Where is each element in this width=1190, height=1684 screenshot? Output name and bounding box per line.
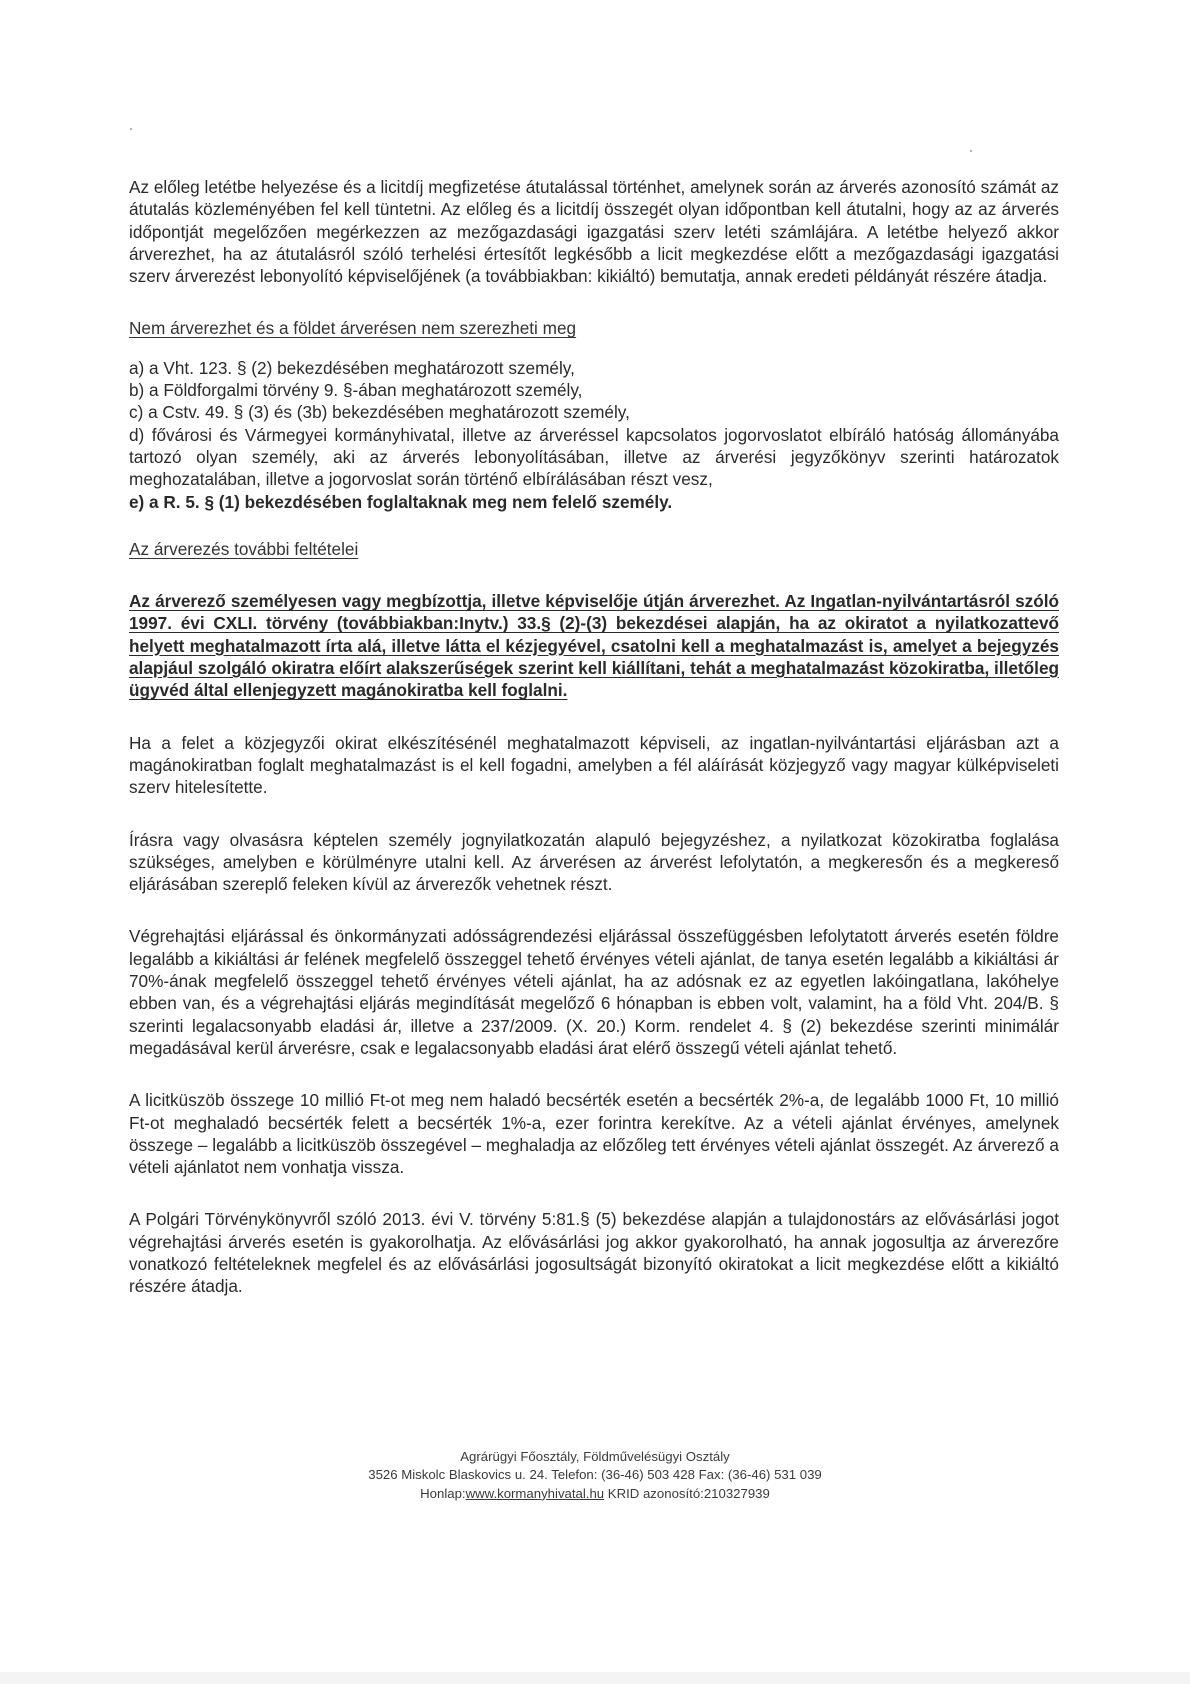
list-item: d) fővárosi és Vármegyei kormányhivatal, illetve az árveréssel kapcsolatos jogorvoslatot elbíráló hatóság állományába tartozó olyan személy, aki az árverés lebonyolításában, illetve az árverési jegyzőkönyv szerinti határozatok meghozatalában, illetve a jogorvoslat során történő elbírálásában részt vesz,: [129, 424, 1059, 490]
paragraph-enforcement: Végrehajtási eljárással és önkormányzati adósságrendezési eljárással összefüggésben lefolytatott árverés esetén földre legalább a kikiáltási ár felének megfelelő összeggel tehető érvényes vételi ajánlat, de tanya esetén legalább a kikiáltási ár 70%-ának megfelelő összeggel tehető érvényes vételi ajánlat, ha az adósnak ez az egyetlen lakóingatlana, lakóhelye ebben van, és a végrehajtási eljárás megindítását megelőző 6 hónapban is ebben volt, valamint, ha a föld Vht. 204/B. § szerinti legalacsonyabb eladási ár, illetve a 237/2009. (X. 20.) Korm. rendelet 4. § (2) bekezdése szerinti minimálár megadásával kerül árverésre, csak e legalacsonyabb eladási árat elérő összegű vételi ajánlat tehető.: [129, 926, 1059, 1058]
footer-address: 3526 Miskolc Blaskovics u. 24. Telefon: (36-46) 503 428 Fax: (36-46) 531 039: [368, 1467, 822, 1483]
paragraph-deposit: Az előleg letétbe helyezése és a licitdíj megfizetése átutalással történhet, amelynek során az árverés azonosító számát az átutalás közleményében fel kell tüntetni. Az előleg és a licitdíj összegét olyan időpontban kell átutalni, hogy az az árverés időpontját megelőzően megérkezzen az mezőgazdasági igazgatási szerv letéti számlájára. A letétbe helyező akkor árverezhet, ha az átutalásról szóló terhelési értesítőt legkésőbb a licit megkezdése előtt a mezőgazdasági igazgatási szerv árverezést lebonyolító képviselőjének (a továbbiakban: kikiáltó) bemutatja, annak eredeti példányát részére átadja.: [129, 177, 1059, 287]
footer-krid: KRID azonosító:210327939: [604, 1485, 770, 1501]
page-footer: [0, 1448, 1190, 1503]
scan-bottom-edge: [0, 1672, 1190, 1684]
paragraph-threshold: A licitküszöb összege 10 millió Ft-ot meg nem haladó becsérték esetén a becsérték 2%-a, de legalább 1000 Ft, 10 millió Ft-ot meghaladó becsérték felett a becsérték 1%-a, ezer forintra kerekítve. Az a vételi ajánlat érvényes, amelynek összege – legalább a licitküszöb összegével – meghaladja az előzőleg tett érvényes vételi ajánlat összegét. Az árverező a vételi ajánlatot nem vonhatja vissza.: [129, 1090, 1059, 1178]
homepage-link[interactable]: www.kormanyhivatal.hu: [465, 1485, 605, 1501]
list-item: a) a Vht. 123. § (2) bekezdésében meghatározott személy,: [129, 357, 575, 378]
footer-department: Agrárügyi Főosztály, Földművelésügyi Osztály: [460, 1449, 730, 1464]
heading-excluded-persons: Nem árverezhet és a földet árverésen nem szerezheti meg: [129, 318, 577, 339]
list-item: b) a Földforgalmi törvény 9. §-ában meghatározott személy,: [129, 380, 583, 401]
paragraph-proxy-rules: Az árverező személyesen vagy megbízottja, illetve képviselője útján árverezhet. Az Ingatlan-nyilvántartásról szóló 1997. évi CXLI. törvény (továbbiakban:Inytv.) 33.§ (2)-(3) bekezdései alapján, ha az okiratot a nyilatkozattevő helyett meghatalmazott írta alá, illetve látta el kézjegyével, csatolni kell a meghatalmazást is, amelyet a bejegyzés alapjául szolgáló okiratra előírt alakszerűségek szerint kell kiállítani, tehát a meghatalmazást közokiratba, illetőleg ügyvéd által ellenjegyzett magánokiratba kell foglalni.: [129, 591, 1059, 701]
footer-contact: [0, 1485, 1190, 1503]
paragraph-preemption: A Polgári Törvénykönyvről szóló 2013. évi V. törvény 5:81.§ (5) bekezdése alapján a tulajdonostárs az elővásárlási jogot végrehajtási árverés esetén is gyakorolhatja. Az elővásárlási jog akkor gyakorolható, ha annak jogosultja az árverezőre vonatkozó feltételeknek megfelel és az elővásárlási jogosultságát bizonyító okiratokat a licit megkezdése előtt a kikiáltó részére átadja.: [129, 1209, 1059, 1297]
footer-homepage-label: Honlap:: [420, 1485, 466, 1501]
document-body: [129, 176, 1059, 1298]
list-item: c) a Cstv. 49. § (3) és (3b) bekezdésében meghatározott személy,: [129, 402, 630, 423]
paragraph-notary: Ha a felet a közjegyzői okirat elkészítésénél meghatalmazott képviseli, az ingatlan-nyilvántartási eljárásban azt a magánokiratban foglalt meghatalmazást is el kell fogadni, amelyben a fél aláírását közjegyző vagy magyar külképviseleti szerv hitelesítette.: [129, 732, 1059, 798]
heading-further-conditions: Az árverezés további feltételei: [129, 538, 359, 559]
list-item-bold: e) a R. 5. § (1) bekezdésében foglaltaknak meg nem felelő személy.: [129, 491, 673, 512]
paragraph-illiterate: Írásra vagy olvasásra képtelen személy jognyilatkozatán alapuló bejegyzéshez, a nyilatkozat közokiratba foglalása szükséges, amelyben e körülményre utalni kell. Az árverésen az árverést lefolytatón, a megkeresőn és a megkereső eljárásában szereplő feleken kívül az árverezők vehetnek részt.: [129, 829, 1059, 895]
scan-speck: [130, 128, 132, 130]
scan-speck: [970, 150, 972, 152]
